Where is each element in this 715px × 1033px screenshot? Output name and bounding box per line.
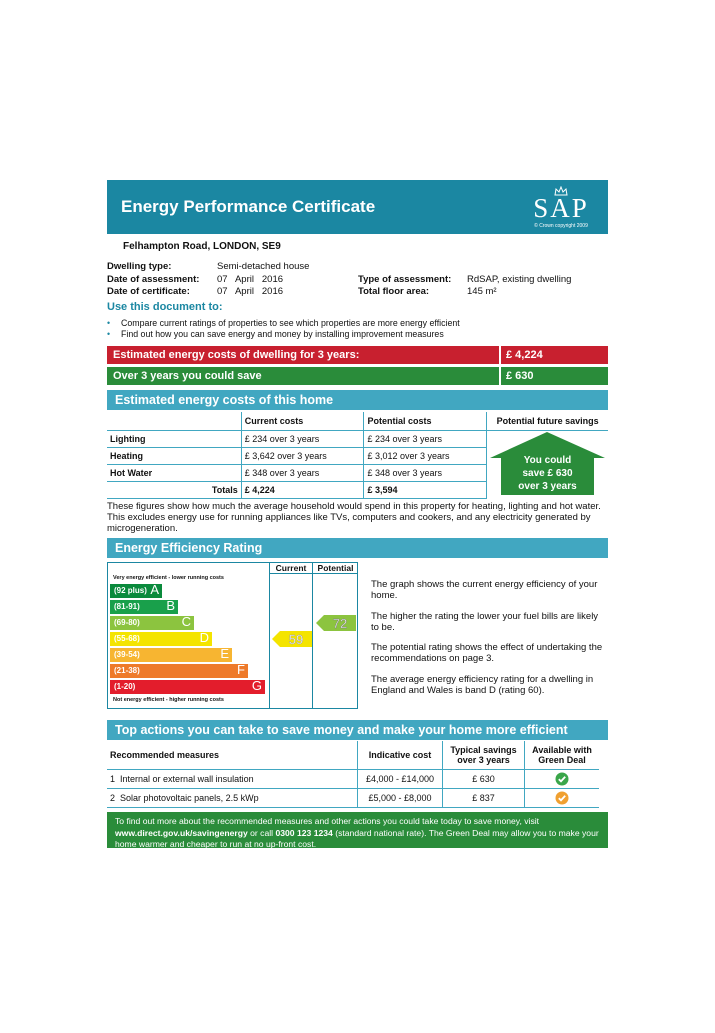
sap-logo (526, 188, 596, 232)
green-deal-cell (525, 789, 600, 808)
save-value: £ 630 (499, 367, 602, 385)
band-letter: E (220, 646, 229, 661)
band-letter: G (251, 678, 262, 693)
col-green-deal: Available with Green Deal (525, 741, 600, 770)
sap-copyright: © Crown copyright 2009 (534, 223, 588, 229)
measure-cell (107, 770, 358, 789)
rating-band (110, 600, 178, 614)
date-assessment-value: 07 April 2016 (217, 274, 284, 285)
sap-letters: SAP (533, 193, 589, 223)
band-range: (39-54) (114, 650, 140, 659)
efficiency-chart (107, 562, 358, 709)
use-doc-bullet: Compare current ratings of properties to see which properties are more energy efficient (121, 318, 460, 328)
rating-band (110, 632, 212, 646)
potential-rating-value: 72 (332, 616, 348, 631)
bullet-icon: • (107, 329, 111, 339)
band-letter: D (199, 630, 209, 645)
row-current: £ 234 over 3 years (241, 431, 364, 448)
dwelling-type-label: Dwelling type: (107, 261, 172, 272)
certificate-header (107, 180, 608, 234)
totals-label: Totals (107, 482, 241, 499)
footer-text: (standard national rate). The Green Deal may allow you to make your home warmer and cheaper to run at no up-front cost. (115, 827, 599, 849)
band-range: (92 plus) (114, 586, 147, 595)
measure-cost: £5,000 - £8,000 (358, 789, 443, 808)
estimated-cost-label: Estimated energy costs of dwelling for 3 years: (113, 349, 360, 361)
band-range: (81-91) (114, 602, 140, 611)
save-label: Over 3 years you could save (113, 370, 262, 382)
floor-area-label: Total floor area: (358, 286, 430, 297)
crown-icon (554, 186, 568, 196)
date-certificate-value: 07 April 2016 (217, 286, 284, 297)
footer-text: To find out more about the recommended measures and other actions you could take today to save money, visit (115, 816, 540, 826)
rating-arrows (270, 574, 358, 708)
rating-band (110, 648, 232, 662)
rating-band (110, 616, 194, 630)
total-potential: £ 3,594 (364, 482, 487, 499)
band-letter: F (237, 662, 245, 677)
band-letter: A (150, 582, 159, 597)
efficiency-paragraph: The higher the rating the lower your fuel bills are likely to be. (371, 611, 599, 633)
measure-cell (107, 789, 358, 808)
measure-saving: £ 630 (443, 770, 525, 789)
costs-note: These figures show how much the average household would spend in this property for heating, lighting and hot water. This excludes energy use for running appliances like TVs, computers and cookers, and any electricity generated by microgeneration. (107, 501, 601, 534)
efficiency-paragraph: The graph shows the current energy efficiency of your home. (371, 579, 598, 601)
table-row (107, 770, 599, 789)
rating-band (110, 664, 248, 678)
actions-header-row (107, 741, 599, 770)
row-label: Hot Water (107, 465, 241, 482)
savings-arrow (490, 432, 605, 498)
row-label: Lighting (107, 431, 241, 448)
estimated-cost-value: £ 4,224 (499, 346, 602, 364)
row-label: Heating (107, 448, 241, 465)
band-range: (69-80) (114, 618, 140, 627)
floor-area-value: 145 m² (467, 286, 497, 297)
band-range: (1-20) (114, 682, 136, 691)
col-savings: Typical savings over 3 years (443, 741, 525, 770)
row-potential: £ 3,012 over 3 years (364, 448, 487, 465)
col-cost: Indicative cost (358, 741, 443, 770)
footer-info (107, 812, 608, 848)
date-assessment-label: Date of assessment: (107, 274, 200, 285)
use-doc-bullet: Find out how you can save energy and money by installing improvement measures (121, 329, 444, 339)
efficiency-heading: Energy Efficiency Rating (115, 541, 263, 555)
row-potential: £ 234 over 3 years (364, 431, 487, 448)
col-potential: Potential (317, 563, 354, 573)
estimated-cost-bar (107, 346, 608, 364)
bottom-note: Not energy efficient - higher running costs (113, 697, 224, 703)
potential-rating-arrow (316, 615, 356, 631)
row-current: £ 3,642 over 3 years (241, 448, 364, 465)
costs-heading-bar (107, 390, 608, 410)
savings-text (490, 454, 605, 493)
costs-header-row (107, 412, 608, 431)
row-current: £ 348 over 3 years (241, 465, 364, 482)
rating-band (110, 680, 265, 694)
save-bar (107, 367, 608, 385)
table-row (107, 789, 599, 808)
savings-line: over 3 years (518, 481, 577, 492)
total-current: £ 4,224 (241, 482, 364, 499)
savings-line: save £ 630 (522, 468, 573, 479)
col-current-costs: Current costs (241, 412, 364, 431)
measure-text: Solar photovoltaic panels, 2.5 kWp (120, 793, 259, 803)
band-letter: C (181, 614, 191, 629)
actions-heading-bar (107, 720, 608, 740)
date-certificate-label: Date of certificate: (107, 286, 190, 297)
footer-link[interactable]: www.direct.gov.uk/savingenergy (115, 827, 248, 838)
footer-phone: 0300 123 1234 (275, 827, 333, 838)
certificate-title: Energy Performance Certificate (121, 197, 376, 216)
savings-line: You could (523, 455, 572, 466)
type-assessment-value: RdSAP, existing dwelling (467, 274, 572, 285)
current-rating-arrow (272, 631, 312, 647)
actions-table (107, 741, 599, 808)
current-rating-value: 59 (288, 632, 304, 647)
costs-heading: Estimated energy costs of this home (115, 393, 334, 407)
check-icon (555, 791, 569, 805)
address: Felhampton Road, LONDON, SE9 (123, 241, 281, 252)
row-potential: £ 348 over 3 years (364, 465, 487, 482)
col-current: Current (275, 563, 307, 573)
footer-text: or call (247, 827, 276, 838)
measure-text: Internal or external wall insulation (120, 774, 254, 784)
col-future-savings: Potential future savings (487, 412, 608, 431)
measure-saving: £ 837 (443, 789, 525, 808)
measure-number: 1 (110, 774, 116, 784)
actions-heading: Top actions you can take to save money and make your home more efficient (115, 723, 568, 737)
bullet-icon: • (107, 318, 111, 328)
top-note: Very energy efficient - lower running costs (113, 575, 224, 581)
col-potential-costs: Potential costs (364, 412, 487, 431)
green-deal-cell (525, 770, 600, 789)
col-measures: Recommended measures (107, 741, 358, 770)
band-range: (21-38) (114, 666, 140, 675)
type-assessment-label: Type of assessment: (358, 274, 452, 285)
use-doc-heading: Use this document to: (107, 301, 223, 313)
efficiency-paragraph: The potential rating shows the effect of undertaking the recommendations on page 3. (371, 642, 603, 664)
efficiency-paragraph: The average energy efficiency rating for a dwelling in England and Wales is band D (rating 60). (371, 674, 594, 696)
band-range: (55-68) (114, 634, 140, 643)
rating-band (110, 584, 162, 598)
check-icon (555, 772, 569, 786)
band-letter: B (166, 598, 175, 613)
costs-blank-header (107, 412, 241, 431)
efficiency-heading-bar (107, 538, 608, 558)
measure-cost: £4,000 - £14,000 (358, 770, 443, 789)
dwelling-type-value: Semi-detached house (217, 261, 310, 272)
measure-number: 2 (110, 793, 116, 803)
